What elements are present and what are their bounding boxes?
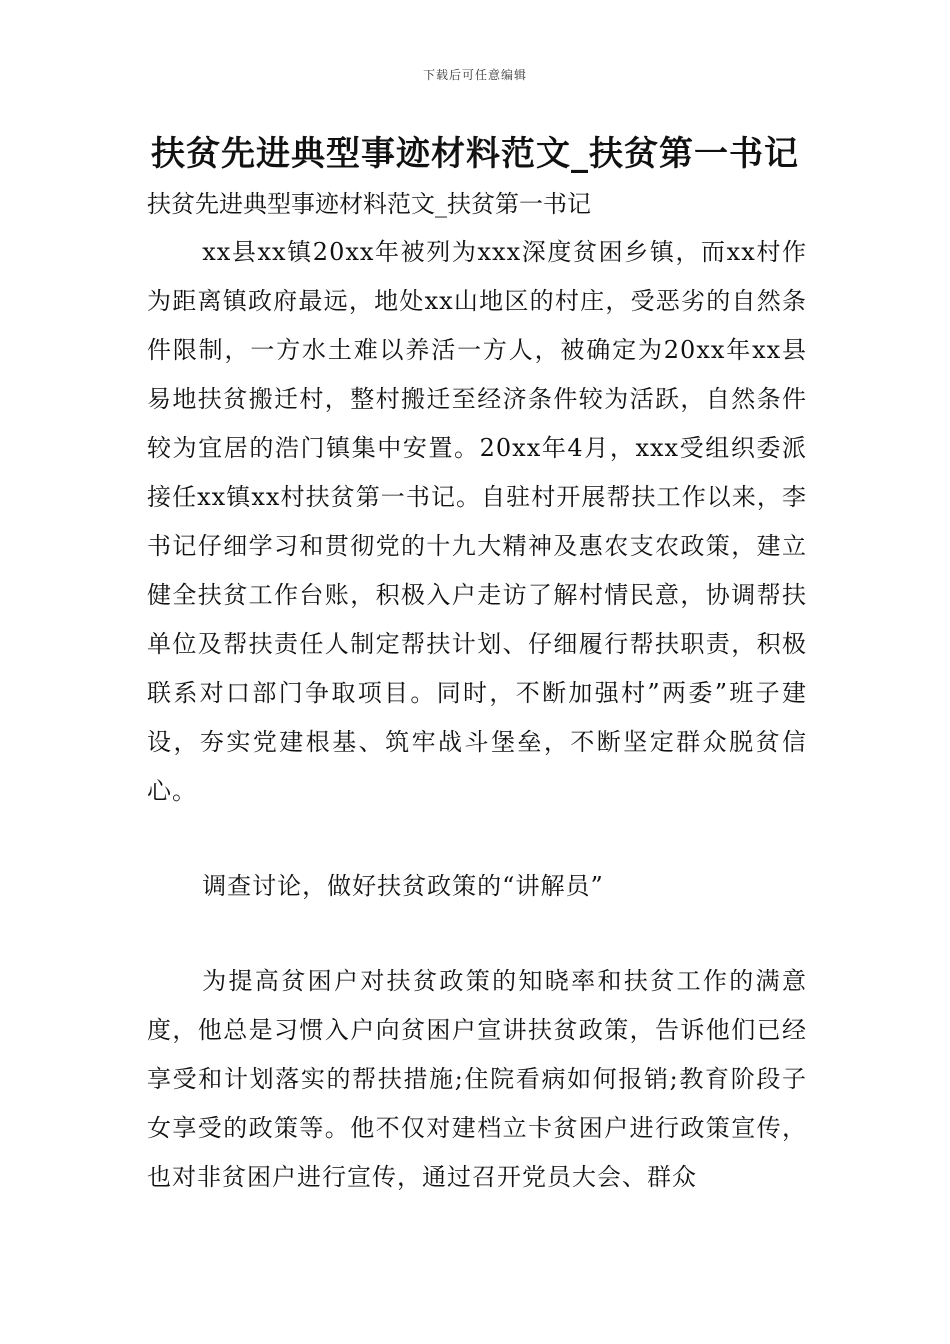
document-subtitle: 扶贫先进典型事迹材料范文_扶贫第一书记 <box>147 190 591 218</box>
document-title: 扶贫先进典型事迹材料范文_扶贫第一书记 <box>151 134 799 174</box>
header-note: 下载后可任意编辑 <box>422 68 527 82</box>
section-heading: 调查讨论，做好扶贫政策的“讲解员” <box>202 872 604 900</box>
document-body <box>147 228 807 1202</box>
body-paragraph: xx县xx镇20xx年被列为xxx深度贫困乡镇，而xx村作为距离镇政府最远，地处xx山地区的村庄，受恶劣的自然条件限制，一方水土难以养活一方人，被确定为20xx年xx县易地扶贫搬迁村，整村搬迁至经济条件较为活跃，自然条件较为宜居的浩门镇集中安置。20xx年4月，xxx受组织委派接任xx镇xx村扶贫第一书记。自驻村开展帮扶工作以来，李书记仔细学习和贯彻党的十九大精神及惠农支农政策，建立健全扶贫工作台账，积极入户走访了解村情民意，协调帮扶单位及帮扶责任人制定帮扶计划、仔细履行帮扶职责，积极联系对口部门争取项目。同时，不断加强村”两委”班子建设，夯实党建根基、筑牢战斗堡垒，不断坚定群众脱贫信心。 <box>147 238 807 805</box>
body-paragraph: 为提高贫困户对扶贫政策的知晓率和扶贫工作的满意度，他总是习惯入户向贫困户宣讲扶贫政策，告诉他们已经享受和计划落实的帮扶措施;住院看病如何报销;教育阶段子女享受的政策等。他不仅对建档立卡贫困户进行政策宣传，也对非贫困户进行宣传，通过召开党员大会、群众 <box>147 967 807 1191</box>
